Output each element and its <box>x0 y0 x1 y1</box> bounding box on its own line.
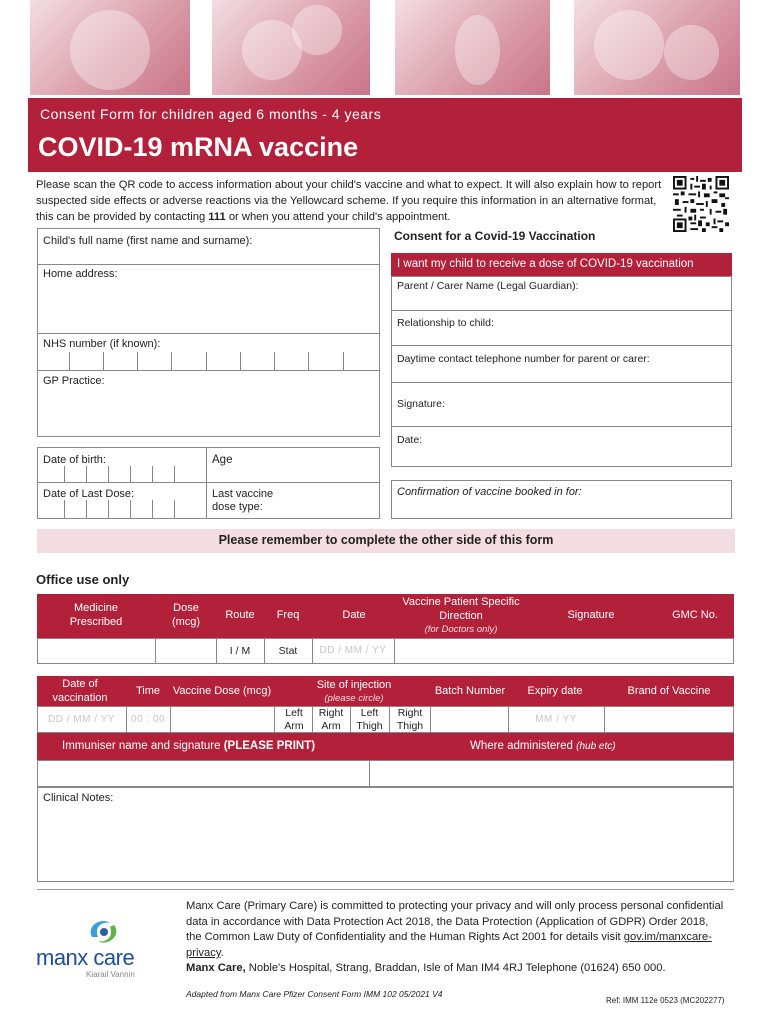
date-last-dose-field[interactable] <box>37 500 206 519</box>
age-field[interactable] <box>207 466 379 482</box>
child-full-name-label: Child's full name (first name and surname): <box>43 235 253 247</box>
reference-code: Ref: IMM 112e 0523 (MC202277) <box>606 996 725 1005</box>
address-bold: Manx Care, <box>186 962 246 974</box>
header-photo-1 <box>30 0 190 95</box>
logo-main-text: manx care <box>36 945 135 970</box>
qr-code[interactable] <box>672 176 730 232</box>
th-site-note: (please circle) <box>324 692 384 704</box>
immuniser-label <box>62 740 315 752</box>
immuniser-label-bold: (PLEASE PRINT) <box>223 740 316 752</box>
office-use-heading: Office use only <box>36 572 130 587</box>
where-label <box>470 740 616 752</box>
th-route: Route <box>225 609 255 622</box>
adapted-from: Adapted from Manx Care Pfizer Consent Form IMM 102 05/2021 V4 <box>186 989 443 999</box>
nhs-number-label: NHS number (if known): <box>43 338 161 350</box>
intro-part-1: Please scan the QR code to access information about your child's vaccine and what to expect. It will also explain how to report suspected side effects or adverse reactions via the Yellowcard scheme. If you require this information in an alternative format, this can be provided by contacting <box>36 179 662 224</box>
parent-name-label: Parent / Carer Name (Legal Guardian): <box>397 280 579 292</box>
immuniser-label-text: Immuniser name and signature <box>62 740 224 752</box>
th-gmc: GMC No. <box>672 609 718 622</box>
address-text: Noble's Hospital, Strang, Braddan, Isle of Man IM4 4RJ Telephone (01624) 650 000. <box>245 962 666 974</box>
relationship-field[interactable] <box>391 330 732 345</box>
manx-care-logo <box>36 915 176 980</box>
th-medicine: Medicine Prescribed <box>69 602 123 628</box>
clinical-notes-field[interactable] <box>38 806 733 881</box>
th-vaccine-dose: Vaccine Dose (mcg) <box>172 685 272 698</box>
signature-label: Signature: <box>397 398 445 410</box>
th-site <box>278 678 430 706</box>
home-address-field[interactable] <box>37 282 380 332</box>
date-of-birth-field[interactable] <box>37 466 206 482</box>
td-date-placeholder[interactable]: DD / MM / YY <box>319 645 387 656</box>
th-psd-note: (for Doctors only) <box>424 623 498 635</box>
address-line <box>186 961 726 977</box>
reminder-text: Please remember to complete the other side of this form <box>218 533 554 547</box>
form-subtitle: Consent Form for children aged 6 months - 4 years <box>40 106 382 122</box>
site-left-arm[interactable]: Left Arm <box>284 706 304 732</box>
td-brand-field[interactable] <box>605 707 733 732</box>
header-photo-2 <box>212 0 370 95</box>
signature-field[interactable] <box>391 410 732 426</box>
gp-practice-field[interactable] <box>37 389 380 435</box>
date-label: Date: <box>397 434 423 446</box>
last-vaccine-type-field[interactable] <box>290 484 379 518</box>
header-banner <box>28 98 742 172</box>
td-medicine-field[interactable] <box>38 639 154 663</box>
th-time: Time <box>135 685 161 698</box>
privacy-text: Manx Care (Primary Care) is committed to protecting your privacy and will only process personal confidential data in accordance with Data Protection Act 2018, the Data Protection (Application of GDPR) Order 2018, the Common Law Duty of Confidentiality and the Human Rights Act 2001 for details visit <box>186 900 724 944</box>
td-freq: Stat <box>278 644 298 657</box>
nhs-number-field[interactable] <box>37 352 380 370</box>
header-photo-3 <box>395 0 550 95</box>
daytime-phone-label: Daytime contact telephone number for parent or carer: <box>397 353 650 365</box>
consent-heading: Consent for a Covid-19 Vaccination <box>394 229 596 243</box>
age-label: Age <box>212 454 233 466</box>
where-label-text: Where administered <box>470 740 577 752</box>
th-brand: Brand of Vaccine <box>627 685 711 698</box>
th-site-label: Site of injection <box>316 679 392 692</box>
confirmation-label: Confirmation of vaccine booked in for: <box>397 486 582 498</box>
daytime-phone-field[interactable] <box>391 366 732 382</box>
th-psd-label: Vaccine Patient Specific Direction <box>402 596 520 623</box>
td-date-vacc-placeholder[interactable]: DD / MM / YY <box>48 713 115 725</box>
logo-sub-text: Kiarail Vannin <box>86 970 135 979</box>
intro-part-2: or when you attend your child's appointment. <box>225 211 451 224</box>
td-route: I / M <box>229 644 251 657</box>
privacy-link[interactable]: gov.im/manxcare-privacy <box>186 931 712 960</box>
intro-phone: 111 <box>208 211 226 224</box>
clinical-notes-label: Clinical Notes: <box>43 792 114 804</box>
relationship-label: Relationship to child: <box>397 317 494 329</box>
th-signature: Signature <box>567 609 615 622</box>
gp-practice-label: GP Practice: <box>43 375 105 387</box>
date-field[interactable] <box>391 446 732 466</box>
th-batch: Batch Number <box>434 685 506 698</box>
where-administered-field[interactable] <box>370 761 733 786</box>
immuniser-field[interactable] <box>38 761 368 786</box>
home-address-label: Home address: <box>43 268 118 280</box>
parent-name-field[interactable] <box>391 293 732 310</box>
td-time-placeholder[interactable]: 00 : 00 <box>130 713 166 725</box>
th-expiry: Expiry date <box>527 685 583 698</box>
th-date: Date <box>342 609 366 622</box>
th-psd <box>396 596 526 636</box>
td-batch-field[interactable] <box>431 707 507 732</box>
form-title: COVID-19 mRNA vaccine <box>38 132 359 162</box>
td-vaccine-dose-field[interactable] <box>171 707 273 732</box>
site-left-thigh[interactable]: Left Thigh <box>356 706 383 732</box>
where-label-note: (hub etc) <box>576 741 616 752</box>
privacy-statement <box>186 899 726 962</box>
td-psd-field[interactable] <box>395 639 733 663</box>
date-of-birth-label: Date of birth: <box>43 454 106 466</box>
date-last-dose-label: Date of Last Dose: <box>43 488 135 500</box>
td-dose-field[interactable] <box>156 639 215 663</box>
confirmation-field[interactable] <box>391 499 732 518</box>
th-date-vacc: Date of vaccination <box>52 678 108 704</box>
consent-bar <box>391 253 732 276</box>
privacy-end: . <box>220 947 224 960</box>
site-right-thigh[interactable]: Right Thigh <box>396 706 424 732</box>
manx-care-logo-icon <box>84 915 124 949</box>
header-photo-4 <box>574 0 740 95</box>
intro-text <box>36 177 666 226</box>
consent-bar-text: I want my child to receive a dose of COVID-19 vaccination <box>397 258 694 270</box>
th-dose: Dose (mcg) <box>171 602 201 628</box>
site-right-arm[interactable]: Right Arm <box>318 706 344 732</box>
th-freq: Freq <box>276 609 300 622</box>
td-expiry-placeholder[interactable]: MM / YY <box>535 713 577 725</box>
last-vaccine-type-label: Last vaccine dose type: <box>212 488 274 514</box>
child-full-name-field[interactable] <box>37 250 380 264</box>
